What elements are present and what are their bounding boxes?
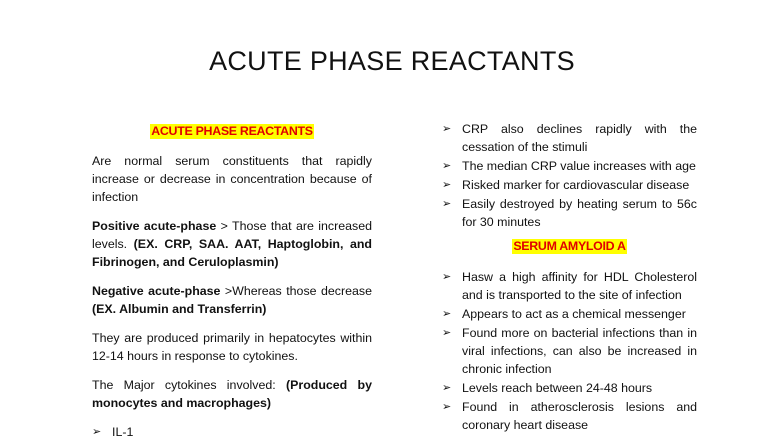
list-item: ➢ Levels reach between 24-48 hours [442, 381, 653, 395]
arrow-bullet-icon: ➢ [442, 179, 452, 191]
list-item: ➢ IL-1 [92, 425, 134, 439]
negative-label: Negative acute-phase [92, 284, 221, 298]
list-item: ➢ Appears to act as a chemical messenger [442, 307, 686, 321]
cytokines-source: (Produced by monocytes and macrophages) [92, 378, 372, 410]
acute-phase-heading: ACUTE PHASE REACTANTS [151, 124, 313, 138]
list-item: ➢ Easily destroyed by heating serum to 56c for 30 minutes [442, 197, 697, 229]
arrow-bullet-icon: ➢ [442, 160, 452, 172]
positive-examples: (EX. CRP, SAA. AAT, Haptoglobin, and Fibrinogen, and Ceruloplasmin) [92, 237, 372, 269]
arrow-bullet-icon: ➢ [442, 198, 452, 210]
list-item: ➢ Hasw a high affinity for HDL Cholesterol and is transported to the site of infection [442, 270, 697, 302]
negative-paragraph [92, 282, 372, 318]
arrow-bullet-icon: ➢ [442, 308, 452, 320]
left-column [92, 122, 372, 442]
cytokines-paragraph [92, 376, 372, 412]
saa-bullet-list [442, 268, 697, 434]
list-item: ➢ Found in atherosclerosis lesions and coronary heart disease [442, 400, 697, 432]
negative-examples: (EX. Albumin and Transferrin) [92, 302, 267, 316]
list-item: ➢ Found more on bacterial infections than in viral infections, can also be increased in chronic infection [442, 326, 697, 376]
right-column [442, 120, 697, 435]
positive-text: > Those that are increased levels. [92, 219, 373, 251]
intro-paragraph: Are normal serum constituents that rapidly increase or decrease in concentration because of infection [92, 154, 372, 204]
cytokines-intro: The Major cytokines involved: [92, 378, 286, 392]
negative-text: >Whereas those decrease [220, 284, 372, 298]
arrow-bullet-icon: ➢ [442, 382, 452, 394]
list-item: ➢ CRP also declines rapidly with the cessation of the stimuli [442, 122, 697, 154]
serum-amyloid-heading: SERUM AMYLOID A [513, 239, 626, 253]
list-item: ➢ The median CRP value increases with age [442, 159, 696, 173]
arrow-bullet-icon: ➢ [442, 123, 452, 135]
crp-bullet-list [442, 120, 697, 231]
cytokine-list [92, 423, 372, 441]
arrow-bullet-icon: ➢ [442, 271, 452, 283]
slide-title: ACUTE PHASE REACTANTS [209, 46, 575, 76]
arrow-bullet-icon: ➢ [92, 426, 102, 438]
arrow-bullet-icon: ➢ [442, 327, 452, 339]
positive-paragraph [92, 217, 372, 271]
positive-label: Positive acute-phase [92, 219, 217, 233]
arrow-bullet-icon: ➢ [442, 401, 452, 413]
production-paragraph: They are produced primarily in hepatocytes within 12-14 hours in response to cytokines. [92, 331, 372, 363]
list-item: ➢ Risked marker for cardiovascular disease [442, 178, 690, 192]
